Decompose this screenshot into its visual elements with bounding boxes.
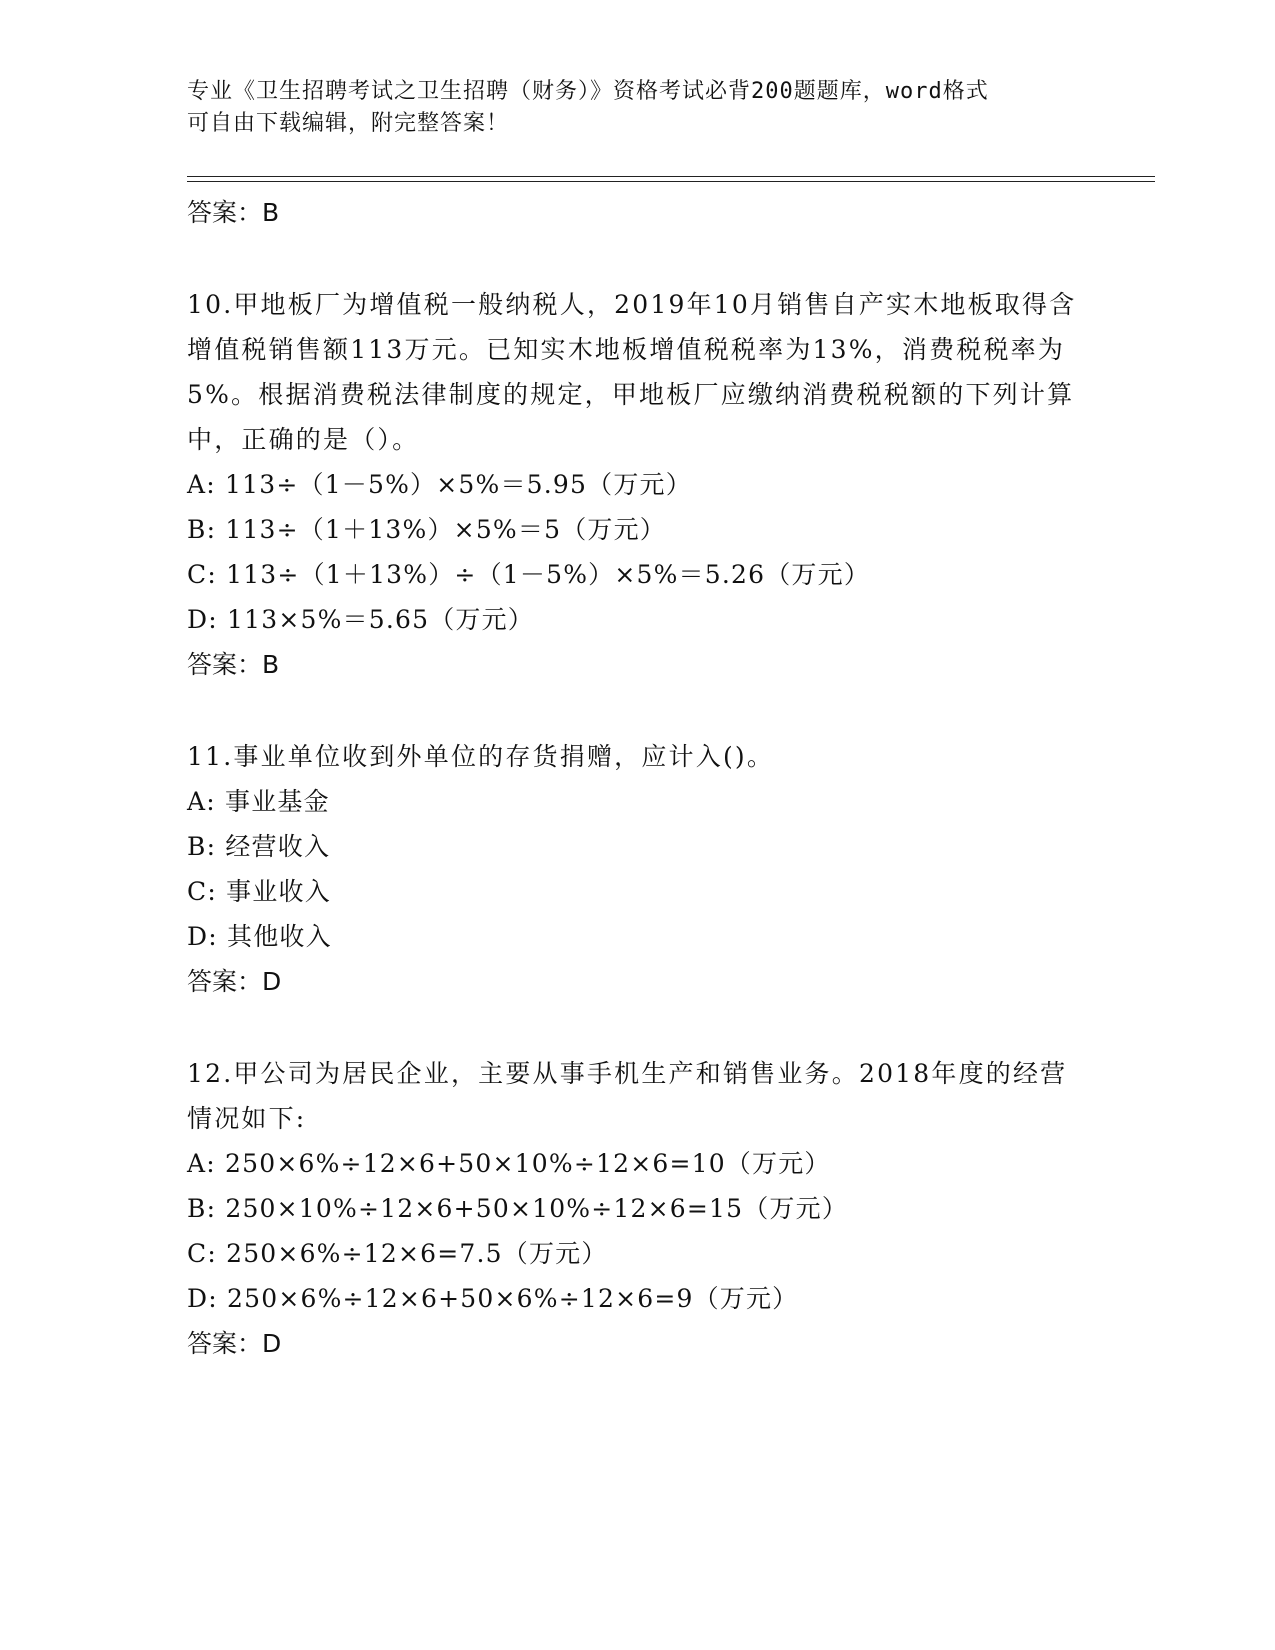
question-10: [187, 282, 1087, 687]
document-body: [187, 190, 1087, 1366]
answer: 答案：B: [187, 650, 280, 679]
option-d: D: 其他收入: [187, 922, 332, 951]
option-b: B: 113÷（1＋13%）×5%＝5（万元）: [187, 515, 666, 544]
option-d: D: 250×6%÷12×6+50×6%÷12×6=9（万元）: [187, 1284, 799, 1313]
header-divider-secondary: [187, 181, 1155, 182]
option-d: D: 113×5%＝5.65（万元）: [187, 605, 535, 634]
header-line-2: 可自由下载编辑，附完整答案！: [187, 111, 510, 136]
header-line-1: 专业《卫生招聘考试之卫生招聘（财务）》资格考试必背200题题库，word格式: [187, 79, 989, 104]
question-text: 11.事业单位收到外单位的存货捐赠，应计入()。: [187, 742, 775, 771]
option-b: B: 250×10%÷12×6+50×10%÷12×6=15（万元）: [187, 1194, 849, 1223]
answer-previous: 答案：B: [187, 198, 280, 227]
question-text: 10.甲地板厂为增值税一般纳税人，2019年10月销售自产实木地板取得含增值税销售额113万元。已知实木地板增值税税率为13%，消费税税率为5%。根据消费税法律制度的规定，甲地板厂应缴纳消费税税额的下列计算中，正确的是（）。: [187, 290, 1077, 454]
answer: 答案：D: [187, 967, 282, 996]
answer: 答案：D: [187, 1329, 282, 1358]
option-a: A: 113÷（1－5%）×5%＝5.95（万元）: [187, 470, 692, 499]
header-divider: [187, 176, 1155, 177]
page-header: [187, 76, 1087, 140]
question-12: [187, 1051, 1087, 1366]
option-c: C: 250×6%÷12×6=7.5（万元）: [187, 1239, 608, 1268]
option-c: C: 113÷（1＋13%）÷（1－5%）×5%＝5.26（万元）: [187, 560, 871, 589]
option-b: B: 经营收入: [187, 832, 331, 861]
option-a: A: 250×6%÷12×6+50×10%÷12×6=10（万元）: [187, 1149, 831, 1178]
option-a: A: 事业基金: [187, 787, 330, 816]
question-text: 12.甲公司为居民企业，主要从事手机生产和销售业务。2018年度的经营情况如下:: [187, 1059, 1068, 1133]
question-11: [187, 734, 1087, 1004]
option-c: C: 事业收入: [187, 877, 331, 906]
